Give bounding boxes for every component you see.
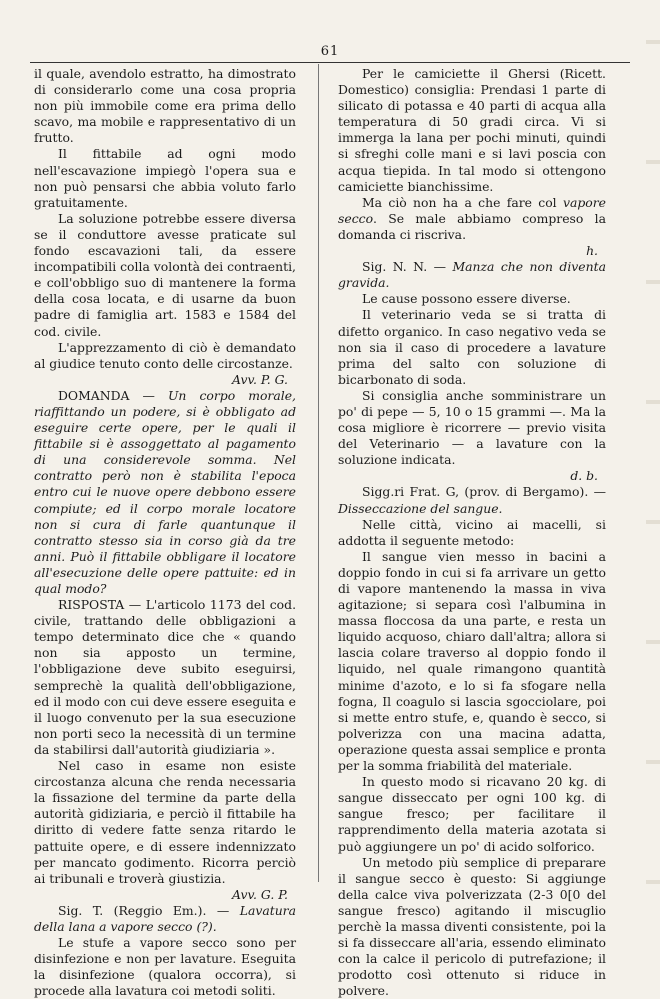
paragraph-text: L'apprezzamento di ciò è demandato al giudice tenuto conto delle circostanze. (34, 339, 296, 371)
paragraph (338, 388, 606, 468)
paragraph-text: Il fittabile ad ogni modo nell'escavazione impiegò l'opera sua e non può pensarsi che abbia voluto farlo gratuitamente. (34, 146, 296, 210)
paragraph (338, 774, 606, 854)
signature: d. b. (570, 468, 598, 484)
signature: Avv. P. G. (232, 371, 288, 387)
paragraph-lead: DOMANDA — (58, 387, 168, 403)
paragraph-lead: Sig. T. (Reggio Em.). — (58, 902, 240, 918)
paragraph-text: Manza che non diventa gravida. (338, 259, 606, 291)
paragraph (338, 195, 606, 243)
paragraph (34, 935, 296, 999)
paragraph-text: Le cause possono essere diverse. (362, 291, 571, 307)
paragraph-tail: . Se male abbiamo compreso la domanda ci riscriva. (338, 210, 606, 242)
page-edge (646, 0, 660, 900)
column-gutter (318, 64, 319, 882)
left-column (34, 66, 296, 999)
paragraph (338, 855, 606, 999)
paragraph (338, 517, 606, 549)
paragraph (34, 388, 296, 597)
paragraph (34, 66, 296, 146)
paragraph (338, 291, 606, 307)
paragraph-text: Il sangue vien messo in bacini a doppio fondo in cui si fa arrivare un getto di vapore mantenendo la massa in viva agitazione; si separa così l'albumina in massa floccosa da una parte, e resta un liquido acquoso, chiaro dall'altra; allora si lascia colare traverso al doppio fondo il liquido, nel quale rimangono quantità minime d'azoto, e lo si fa sfogare nella fogna, Il coagulo si lascia sgocciolare, poi si mette entro stufe, e, quando è secco, si polverizza con una macina adatta, operazione questa assai semplice e pronta per la somma friabilità del materiale. (338, 548, 606, 774)
paragraph-text: Il veterinario veda se si tratta di difetto organico. In caso negativo veda se non sia il caso di procedere a lavature prima del salto con soluzione di bicarbonato di soda. (338, 307, 606, 387)
paragraph-lead: Sig. N. N. — (362, 259, 453, 275)
paragraph-text: vapore secco (338, 194, 606, 226)
paragraph (34, 758, 296, 887)
paragraph (338, 307, 606, 387)
paragraph-text: Nel caso in esame non esiste circostanza alcuna che renda necessaria la fissazione del termine da parte della autorità gidiziaria, e perciò il fittabile ha diritto di vedere fatte senza ritardo le pattuite opere, e di essere indennizzato per mancato godimento. Ricorra perciò ai tribunali e troverà giustizia. (34, 758, 296, 886)
paragraph-text: Lavatura della lana a vapore secco (?). (34, 902, 296, 934)
page-number: 61 (320, 44, 340, 59)
paragraph (34, 146, 296, 210)
paragraph (34, 340, 296, 372)
paragraph (338, 66, 606, 195)
signature: Avv. G. P. (232, 886, 288, 902)
paragraph-text: Nelle città, vicino ai macelli, si addotta il seguente metodo: (338, 516, 606, 548)
paragraph (338, 259, 606, 291)
paragraph-text: L'articolo 1173 del cod. civile, trattando delle obbligazioni a tempo determinato dice che « quando non sia apposto un termine, l'obbligazione deve subito eseguirsi, semprechè la qualità dell'obbligazione, ed il modo con cui deve essere eseguita e il luogo convenuto per la sua esecuzione non porti seco la necessità di un termine da stabilirsi dall'autorità giudiziaria ». (34, 597, 297, 757)
paragraph-text: Un metodo più semplice di preparare il sangue secco è questo: Si aggiunge della calce viva polverizzata (2-3 0[0 del sangue fresco) agitando il miscuglio perchè la massa diventi consistente, poi la si fa disseccare all'aria, essendo eliminato con la calce il pericolo di putrefazione; il prodotto così ottenuto si riduce in polvere. (338, 854, 606, 999)
paragraph-text: Un corpo morale, riaffittando un podere, si è obbligato ad eseguire certe opere, per le quali il fittabile si è assoggettato al pagamento di una considerevole somma. Nel contratto però non è stabilita l'epoca entro cui le nuove opere debbono essere compiute; ed il corpo morale locatore non si cura di farle quantunque il contratto stesso sia in corso già da tre anni. Può il fittabile obbligare il locatore all'esecuzione delle opere pattuite: ed in qual modo? (34, 387, 296, 596)
paragraph-text: il quale, avendolo estratto, ha dimostrato di considerarlo come una cosa propria non più immobile come era prima dello scavo, ma mobile e rappresentativo di un frutto. (34, 66, 296, 146)
paragraph-text: Per le camiciette il Ghersi (Ricett. Domestico) consiglia: Prendasi 1 parte di silicato di potassa e 40 parti di acqua alla temperatura di 50 gradi circa. Vi si immerga la lana per pochi minuti, quindi si sfreghi colle mani e si lavi poscia con acqua tiepida. In tal modo si ottengono camiciette bianchissime. (338, 66, 606, 194)
paragraph-text: In questo modo si ricavano 20 kg. di sangue disseccato per ogni 100 kg. di sangue fresco; per facilitare il rapprendimento della materia azotata si può aggiungere un po' di acido solforico. (338, 774, 606, 854)
paragraph-lead: Sigg.ri Frat. G, (prov. di Bergamo). — (362, 484, 606, 500)
paragraph-text: Le stufe a vapore secco sono per disinfezione e non per lavature. Eseguita la disinfezione (qualora occorra), si procede alla lavatura coi metodi soliti. (34, 935, 296, 999)
paragraph (338, 549, 606, 774)
paragraph-text: Disseccazione del sangue. (338, 500, 503, 516)
paragraph (34, 597, 296, 758)
right-column (338, 66, 606, 999)
paragraph-lead: Ma ciò non ha a che fare col (362, 194, 563, 210)
paragraph-lead: RISPOSTA — (58, 597, 146, 613)
paragraph-text: Si consiglia anche somministrare un po' di pepe — 5, 10 o 15 grammi —. Ma la cosa migliore è ricorrere — previo visita del Veterinario — a lavature con la soluzione indicata. (338, 387, 606, 468)
header-rule (30, 62, 630, 63)
paragraph (34, 211, 296, 340)
paragraph-text: La soluzione potrebbe essere diversa se il conduttore avesse praticate sul fondo escavazioni tali, da essere incompatibili colla volontà dei contraenti, e coll'obbligo suo di mantenere la forma della cosa locata, e di usarne da buon padre di famiglia art. 1583 e 1584 del cod. civile. (34, 210, 296, 339)
paragraph (34, 903, 296, 935)
paragraph (338, 484, 606, 516)
signature: h. (586, 243, 598, 259)
